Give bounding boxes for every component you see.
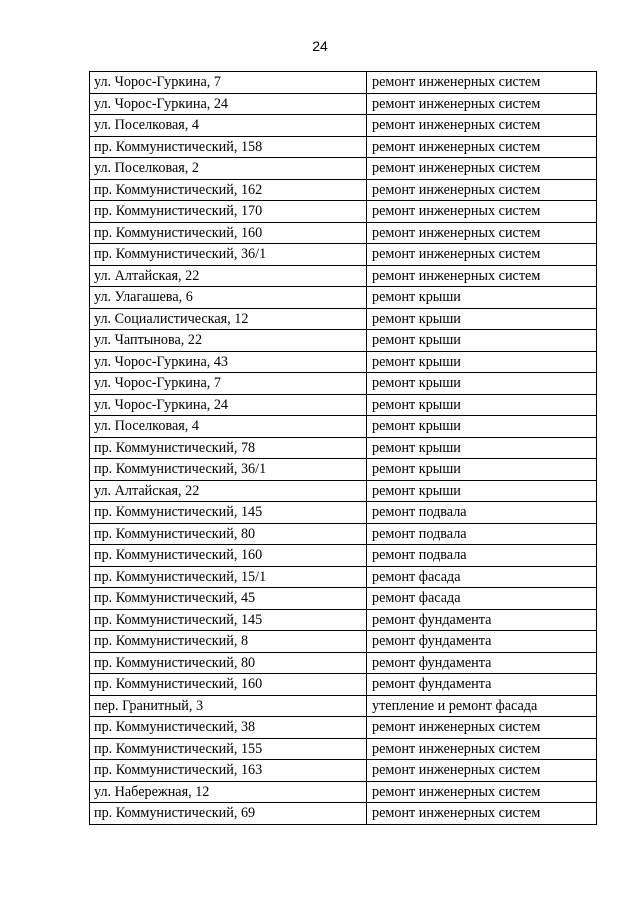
address-cell: ул. Алтайская, 22 (90, 480, 367, 502)
address-cell: ул. Чорос-Гуркина, 7 (90, 72, 367, 94)
table-row (90, 351, 597, 373)
table-row (90, 459, 597, 481)
address-cell: пр. Коммунистический, 15/1 (90, 566, 367, 588)
table-row (90, 781, 597, 803)
work-type-cell: ремонт крыши (367, 416, 597, 438)
table-row (90, 437, 597, 459)
repair-works-table (89, 71, 597, 825)
table-row (90, 308, 597, 330)
table-row (90, 674, 597, 696)
table-row (90, 717, 597, 739)
work-type-cell: ремонт крыши (367, 480, 597, 502)
work-type-cell: ремонт крыши (367, 373, 597, 395)
table-row (90, 93, 597, 115)
address-cell: пр. Коммунистический, 8 (90, 631, 367, 653)
address-cell: пр. Коммунистический, 145 (90, 609, 367, 631)
work-type-cell: ремонт фасада (367, 566, 597, 588)
address-cell: пр. Коммунистический, 69 (90, 803, 367, 825)
work-type-cell: ремонт инженерных систем (367, 717, 597, 739)
work-type-cell: ремонт крыши (367, 394, 597, 416)
work-type-cell: ремонт крыши (367, 308, 597, 330)
work-type-cell: ремонт инженерных систем (367, 760, 597, 782)
work-type-cell: ремонт крыши (367, 437, 597, 459)
work-type-cell: ремонт подвала (367, 502, 597, 524)
address-cell: ул. Поселковая, 4 (90, 115, 367, 137)
table-row (90, 201, 597, 223)
table-row (90, 394, 597, 416)
table-row (90, 222, 597, 244)
table-row (90, 115, 597, 137)
table-row (90, 480, 597, 502)
table-row (90, 330, 597, 352)
table-row (90, 523, 597, 545)
address-cell: пр. Коммунистический, 170 (90, 201, 367, 223)
table-row (90, 652, 597, 674)
address-cell: пр. Коммунистический, 162 (90, 179, 367, 201)
work-type-cell: ремонт фундамента (367, 609, 597, 631)
address-cell: пр. Коммунистический, 155 (90, 738, 367, 760)
work-type-cell: ремонт фундамента (367, 631, 597, 653)
work-type-cell: ремонт инженерных систем (367, 158, 597, 180)
address-cell: пр. Коммунистический, 145 (90, 502, 367, 524)
address-cell: ул. Чорос-Гуркина, 24 (90, 93, 367, 115)
table-row (90, 72, 597, 94)
work-type-cell: ремонт крыши (367, 287, 597, 309)
work-type-cell: ремонт инженерных систем (367, 136, 597, 158)
table-row (90, 545, 597, 567)
table-row (90, 566, 597, 588)
address-cell: ул. Поселковая, 4 (90, 416, 367, 438)
work-type-cell: ремонт инженерных систем (367, 781, 597, 803)
address-cell: пр. Коммунистический, 160 (90, 222, 367, 244)
address-cell: ул. Поселковая, 2 (90, 158, 367, 180)
table-row (90, 416, 597, 438)
work-type-cell: ремонт подвала (367, 523, 597, 545)
address-cell: пр. Коммунистический, 45 (90, 588, 367, 610)
table-row (90, 502, 597, 524)
table-row (90, 588, 597, 610)
address-cell: пр. Коммунистический, 80 (90, 523, 367, 545)
address-cell: ул. Чорос-Гуркина, 43 (90, 351, 367, 373)
work-type-cell: утепление и ремонт фасада (367, 695, 597, 717)
address-cell: ул. Набережная, 12 (90, 781, 367, 803)
address-cell: пр. Коммунистический, 80 (90, 652, 367, 674)
table-row (90, 179, 597, 201)
table-row (90, 760, 597, 782)
address-cell: ул. Социалистическая, 12 (90, 308, 367, 330)
work-type-cell: ремонт фундамента (367, 652, 597, 674)
work-type-cell: ремонт крыши (367, 351, 597, 373)
address-cell: пр. Коммунистический, 158 (90, 136, 367, 158)
work-type-cell: ремонт крыши (367, 459, 597, 481)
table-row (90, 609, 597, 631)
address-cell: пр. Коммунистический, 78 (90, 437, 367, 459)
address-cell: пр. Коммунистический, 163 (90, 760, 367, 782)
table-row (90, 287, 597, 309)
work-type-cell: ремонт инженерных систем (367, 179, 597, 201)
table-row (90, 803, 597, 825)
work-type-cell: ремонт фасада (367, 588, 597, 610)
work-type-cell: ремонт инженерных систем (367, 115, 597, 137)
table-row (90, 158, 597, 180)
address-cell: пр. Коммунистический, 160 (90, 545, 367, 567)
work-type-cell: ремонт инженерных систем (367, 738, 597, 760)
address-cell: ул. Чорос-Гуркина, 24 (90, 394, 367, 416)
work-type-cell: ремонт инженерных систем (367, 222, 597, 244)
table-body (90, 72, 597, 825)
table-row (90, 738, 597, 760)
address-cell: пр. Коммунистический, 38 (90, 717, 367, 739)
address-cell: пр. Коммунистический, 160 (90, 674, 367, 696)
address-cell: ул. Алтайская, 22 (90, 265, 367, 287)
work-type-cell: ремонт инженерных систем (367, 93, 597, 115)
address-cell: ул. Чорос-Гуркина, 7 (90, 373, 367, 395)
address-cell: пер. Гранитный, 3 (90, 695, 367, 717)
work-type-cell: ремонт инженерных систем (367, 72, 597, 94)
table-row (90, 244, 597, 266)
work-type-cell: ремонт фундамента (367, 674, 597, 696)
work-type-cell: ремонт инженерных систем (367, 244, 597, 266)
table-row (90, 136, 597, 158)
table-row (90, 631, 597, 653)
address-cell: пр. Коммунистический, 36/1 (90, 244, 367, 266)
work-type-cell: ремонт инженерных систем (367, 201, 597, 223)
address-cell: ул. Улагашева, 6 (90, 287, 367, 309)
table-row (90, 373, 597, 395)
table-row (90, 265, 597, 287)
work-type-cell: ремонт подвала (367, 545, 597, 567)
work-type-cell: ремонт крыши (367, 330, 597, 352)
address-cell: ул. Чаптынова, 22 (90, 330, 367, 352)
work-type-cell: ремонт инженерных систем (367, 803, 597, 825)
address-cell: пр. Коммунистический, 36/1 (90, 459, 367, 481)
page-number: 24 (312, 38, 328, 54)
work-type-cell: ремонт инженерных систем (367, 265, 597, 287)
table-row (90, 695, 597, 717)
